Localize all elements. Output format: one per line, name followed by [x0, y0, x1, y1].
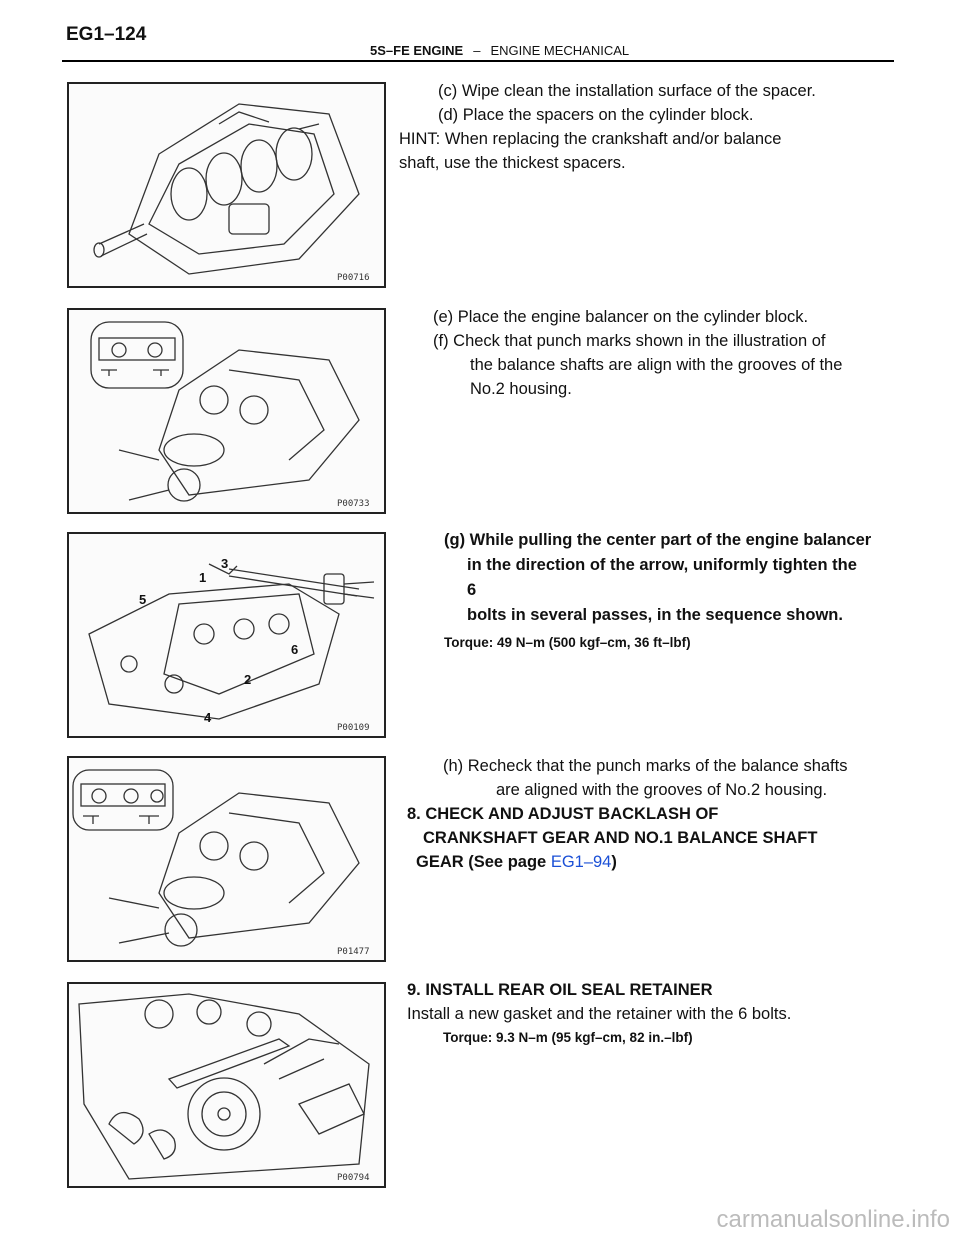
step-g-line-4: bolts in several passes, in the sequence shown.: [467, 606, 843, 624]
torque-spec-balancer: Torque: 49 N–m (500 kgf–cm, 36 ft–lbf): [444, 635, 691, 650]
figure-2-label: P00733: [337, 499, 370, 509]
step-h-line-2: are aligned with the grooves of No.2 housing.: [496, 781, 828, 799]
step-9-title: 9. INSTALL REAR OIL SEAL RETAINER: [407, 981, 713, 999]
step-d: (d) Place the spacers on the cylinder block.: [438, 106, 754, 124]
step-8-line-2: CRANKSHAFT GEAR AND NO.1 BALANCE SHAFT: [423, 829, 818, 847]
step-e: (e) Place the engine balancer on the cylinder block.: [433, 308, 809, 326]
step-8-close: ): [611, 853, 617, 871]
engine-block-illustration-4: [69, 758, 384, 960]
torque-spec-retainer: Torque: 9.3 N–m (95 kgf–cm, 82 in.–lbf): [443, 1030, 693, 1045]
callout-1: 1: [199, 570, 207, 585]
figure-balancer-placement: [67, 308, 386, 514]
step-group-balancer: [433, 305, 842, 401]
step-f-line-3: No.2 housing.: [470, 380, 572, 398]
callout-6: 6: [291, 642, 299, 657]
engine-block-illustration-1: [69, 84, 384, 286]
callout-3: 3: [221, 556, 229, 571]
figure-rear-oil-seal-retainer: [67, 982, 386, 1188]
step-h-line-1: (h) Recheck that the punch marks of the balance shafts: [443, 757, 848, 775]
figure-bolt-sequence: [67, 532, 386, 738]
step-8-line-1: 8. CHECK AND ADJUST BACKLASH OF: [407, 805, 719, 823]
section-name: ENGINE MECHANICAL: [490, 43, 630, 58]
step-f-line-1: (f) Check that punch marks shown in the illustration of: [433, 332, 826, 350]
page-reference-link[interactable]: EG1–94: [550, 853, 612, 871]
step-g-line-1: (g) While pulling the center part of the engine balancer: [444, 531, 872, 549]
hint-line-1: HINT: When replacing the crankshaft and/or balance: [399, 130, 782, 148]
step-c: (c) Wipe clean the installation surface of the spacer.: [438, 82, 816, 100]
callout-5: 5: [139, 592, 147, 607]
callout-2: 2: [244, 672, 252, 687]
figure-1-label: P00716: [337, 273, 370, 283]
watermark: carmanualsonline.info: [716, 1206, 950, 1233]
hint-line-2: shaft, use the thickest spacers.: [399, 154, 626, 172]
engine-block-illustration-3: [69, 534, 384, 736]
step-8-text: GEAR (See page: [416, 853, 547, 871]
step-group-spacers: [399, 79, 816, 175]
engine-block-illustration-5: [69, 984, 384, 1186]
title-separator: –: [473, 43, 481, 58]
page-number: EG1–124: [66, 24, 147, 45]
step-g-line-3: 6: [467, 581, 477, 599]
step-8-line-3: [407, 850, 847, 874]
figure-5-label: P00794: [337, 1173, 370, 1183]
figure-3-label: P00109: [337, 723, 370, 733]
figure-spacers: [67, 82, 386, 288]
header-rule: [62, 60, 894, 62]
engine-block-illustration-2: [69, 310, 384, 512]
step-group-tighten: [444, 528, 871, 655]
figure-4-label: P01477: [337, 947, 370, 957]
step-group-oil-seal: [407, 978, 791, 1050]
step-f-line-2: the balance shafts are align with the grooves of the: [470, 356, 843, 374]
step-group-recheck: [407, 754, 847, 874]
engine-name: 5S–FE ENGINE: [370, 43, 464, 58]
step-g-line-2: in the direction of the arrow, uniformly tighten the: [467, 556, 857, 574]
callout-4: 4: [204, 710, 212, 725]
step-9-body: Install a new gasket and the retainer with the 6 bolts.: [407, 1005, 792, 1023]
figure-punch-marks-recheck: [67, 756, 386, 962]
section-title: [370, 43, 629, 58]
